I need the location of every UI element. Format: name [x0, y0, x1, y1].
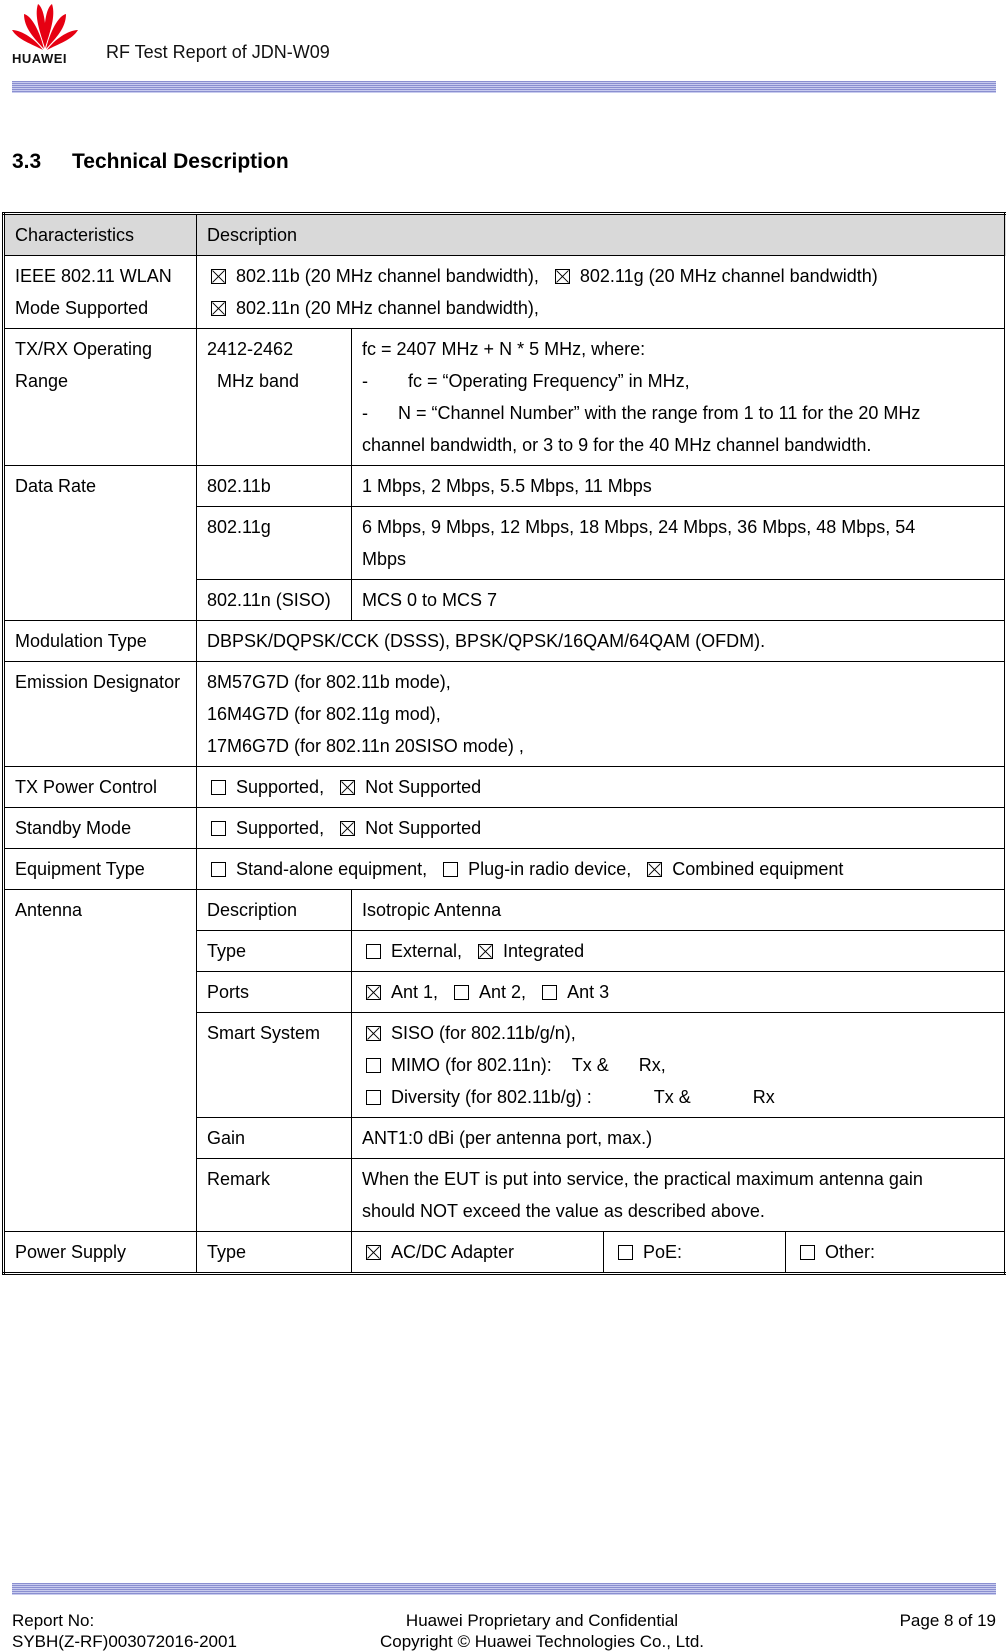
header-description: Description: [197, 214, 1006, 256]
data-rate-b-rates: 1 Mbps, 2 Mbps, 5.5 Mbps, 11 Mbps: [352, 466, 1006, 507]
antenna-remark-value: [352, 1159, 1006, 1232]
page-number: Page 8 of 19: [899, 1611, 996, 1630]
checkbox-checked-icon: [478, 944, 493, 959]
wlan-opt-n: 802.11n (20 MHz channel bandwidth),: [236, 298, 539, 318]
txrx-band-line2: MHz band: [217, 371, 300, 391]
txrx-fc-desc: fc = “Operating Frequency” in MHz,: [408, 371, 690, 391]
report-no-value: SYBH(Z-RF)003072016-2001: [12, 1632, 237, 1651]
wlan-label-line2: Mode Supported: [15, 298, 149, 318]
txrx-band: [197, 329, 352, 466]
g-rates-line1: 6 Mbps, 9 Mbps, 12 Mbps, 18 Mbps, 24 Mbps, 36 Mbps, 48 Mbps, 54: [362, 517, 916, 537]
emission-label: Emission Designator: [4, 662, 197, 767]
equipment-combined: Combined equipment: [672, 859, 844, 879]
logo-text: HUAWEI: [12, 51, 67, 66]
antenna-smart-label: Smart System: [197, 1013, 352, 1118]
document-title: RF Test Report of JDN-W09: [106, 42, 330, 62]
table-row: [4, 767, 1006, 808]
footer-report-no: [12, 1610, 237, 1652]
table-row: [4, 329, 1006, 466]
antenna-external: External,: [391, 941, 463, 961]
antenna-label: Antenna: [4, 890, 197, 1232]
table-row: [4, 256, 1006, 329]
antenna-gain-value: ANT1:0 dBi (per antenna port, max.): [352, 1118, 1006, 1159]
txrx-label-line2: Range: [15, 371, 69, 391]
smart-diversity: Diversity (for 802.11b/g) :: [391, 1087, 592, 1107]
checkbox-empty-icon: [366, 944, 381, 959]
table-header-row: [4, 214, 1006, 256]
dash-bullet: -: [362, 371, 368, 391]
emission-line1: 8M57G7D (for 802.11b mode),: [207, 672, 451, 692]
tx-power-not-supported: Not Supported: [365, 777, 482, 797]
checkbox-empty-icon: [618, 1245, 633, 1260]
checkbox-checked-icon: [340, 821, 355, 836]
checkbox-empty-icon: [542, 985, 557, 1000]
remark-line2: should NOT exceed the value as described above.: [362, 1201, 765, 1221]
txrx-formula: [352, 329, 1006, 466]
checkbox-empty-icon: [211, 821, 226, 836]
power-adapter-label: AC/DC Adapter: [391, 1242, 515, 1262]
data-rate-g-rates: [352, 507, 1006, 580]
emission-line3: 17M6G7D (for 802.11n 20SISO mode) ,: [207, 736, 524, 756]
confidential-text: Huawei Proprietary and Confidential: [405, 1611, 679, 1630]
tx-power-supported: Supported,: [236, 777, 325, 797]
tx-power-options: [197, 767, 1006, 808]
table-row: [4, 849, 1006, 890]
checkbox-empty-icon: [800, 1245, 815, 1260]
copyright-text: Copyright © Huawei Technologies Co., Ltd.: [379, 1632, 705, 1651]
checkbox-empty-icon: [211, 862, 226, 877]
power-poe-label: PoE:: [643, 1242, 683, 1262]
table-row: [4, 890, 1006, 931]
data-rate-b-mode: 802.11b: [197, 466, 352, 507]
txrx-n-desc2: channel bandwidth, or 3 to 9 for the 40 MHz channel bandwidth.: [362, 435, 872, 455]
smart-mimo-rx: Rx,: [638, 1055, 666, 1075]
smart-mimo: MIMO (for 802.11n):: [391, 1055, 552, 1075]
antenna-port1: Ant 1,: [391, 982, 439, 1002]
table-row: [4, 1232, 1006, 1274]
table-row: [4, 621, 1006, 662]
antenna-port3: Ant 3: [567, 982, 610, 1002]
power-opt-adapter: [352, 1232, 604, 1274]
antenna-type-options: [352, 931, 1006, 972]
standby-label: Standby Mode: [4, 808, 197, 849]
header-divider: [12, 81, 996, 93]
power-opt-poe: [604, 1232, 786, 1274]
technical-description-table: [2, 212, 1006, 1275]
antenna-type-label: Type: [197, 931, 352, 972]
data-rate-label: Data Rate: [4, 466, 197, 621]
smart-mimo-tx: Tx &: [571, 1055, 609, 1075]
equipment-standalone: Stand-alone equipment,: [236, 859, 428, 879]
wlan-opt-b: 802.11b (20 MHz channel bandwidth),: [236, 266, 539, 286]
data-rate-g-mode: 802.11g: [197, 507, 352, 580]
antenna-ports-options: [352, 972, 1006, 1013]
smart-div-tx: Tx &: [653, 1087, 691, 1107]
section-title: Technical Description: [72, 150, 289, 173]
standby-not-supported: Not Supported: [365, 818, 482, 838]
txrx-formula-text: fc = 2407 MHz + N * 5 MHz, where:: [362, 339, 646, 359]
table-row: [4, 808, 1006, 849]
txrx-band-line1: 2412-2462: [207, 339, 294, 359]
checkbox-checked-icon: [340, 780, 355, 795]
equipment-label: Equipment Type: [4, 849, 197, 890]
txrx-label: [4, 329, 197, 466]
checkbox-empty-icon: [366, 1058, 381, 1073]
wlan-label: [4, 256, 197, 329]
smart-div-rx: Rx: [752, 1087, 775, 1107]
section-heading: [12, 150, 289, 174]
dash-bullet: -: [362, 403, 368, 423]
footer-confidential: [372, 1610, 712, 1652]
checkbox-empty-icon: [211, 780, 226, 795]
antenna-desc-label: Description: [197, 890, 352, 931]
checkbox-empty-icon: [454, 985, 469, 1000]
data-rate-n-rates: MCS 0 to MCS 7: [352, 580, 1006, 621]
wlan-label-line1: IEEE 802.11 WLAN: [15, 266, 172, 286]
table-row: [4, 662, 1006, 767]
emission-values: [197, 662, 1006, 767]
modulation-value: DBPSK/DQPSK/CCK (DSSS), BPSK/QPSK/16QAM/64QAM (OFDM).: [197, 621, 1006, 662]
page-header: [0, 0, 1006, 100]
antenna-integrated: Integrated: [503, 941, 585, 961]
equipment-options: [197, 849, 1006, 890]
smart-siso: SISO (for 802.11b/g/n),: [391, 1023, 576, 1043]
power-opt-other: [786, 1232, 1006, 1274]
table-row: [4, 466, 1006, 507]
standby-options: [197, 808, 1006, 849]
power-other-label: Other:: [825, 1242, 876, 1262]
checkbox-checked-icon: [211, 301, 226, 316]
g-rates-line2: Mbps: [362, 549, 407, 569]
checkbox-checked-icon: [366, 985, 381, 1000]
wlan-opt-g: 802.11g (20 MHz channel bandwidth): [579, 266, 878, 286]
checkbox-checked-icon: [366, 1026, 381, 1041]
footer-divider: [12, 1583, 996, 1595]
power-type-label: Type: [197, 1232, 352, 1274]
equipment-plugin: Plug-in radio device,: [468, 859, 632, 879]
data-rate-n-mode: 802.11n (SISO): [197, 580, 352, 621]
checkbox-empty-icon: [366, 1090, 381, 1105]
txrx-n-desc: N = “Channel Number” with the range from 1 to 11 for the 20 MHz: [398, 403, 921, 423]
modulation-label: Modulation Type: [4, 621, 197, 662]
header-characteristics: Characteristics: [4, 214, 197, 256]
remark-line1: When the EUT is put into service, the practical maximum antenna gain: [362, 1169, 923, 1189]
checkbox-checked-icon: [211, 269, 226, 284]
power-label: Power Supply: [4, 1232, 197, 1274]
antenna-gain-label: Gain: [197, 1118, 352, 1159]
report-no-label: Report No:: [12, 1611, 95, 1630]
section-number: 3.3: [12, 150, 42, 173]
checkbox-checked-icon: [366, 1245, 381, 1260]
antenna-remark-label: Remark: [197, 1159, 352, 1232]
antenna-ports-label: Ports: [197, 972, 352, 1013]
wlan-options: [197, 256, 1006, 329]
checkbox-empty-icon: [443, 862, 458, 877]
antenna-desc-value: Isotropic Antenna: [352, 890, 1006, 931]
checkbox-checked-icon: [555, 269, 570, 284]
standby-supported: Supported,: [236, 818, 325, 838]
antenna-smart-options: [352, 1013, 1006, 1118]
tx-power-label: TX Power Control: [4, 767, 197, 808]
emission-line2: 16M4G7D (for 802.11g mod),: [207, 704, 441, 724]
antenna-port2: Ant 2,: [479, 982, 527, 1002]
txrx-label-line1: TX/RX Operating: [15, 339, 153, 359]
checkbox-checked-icon: [647, 862, 662, 877]
